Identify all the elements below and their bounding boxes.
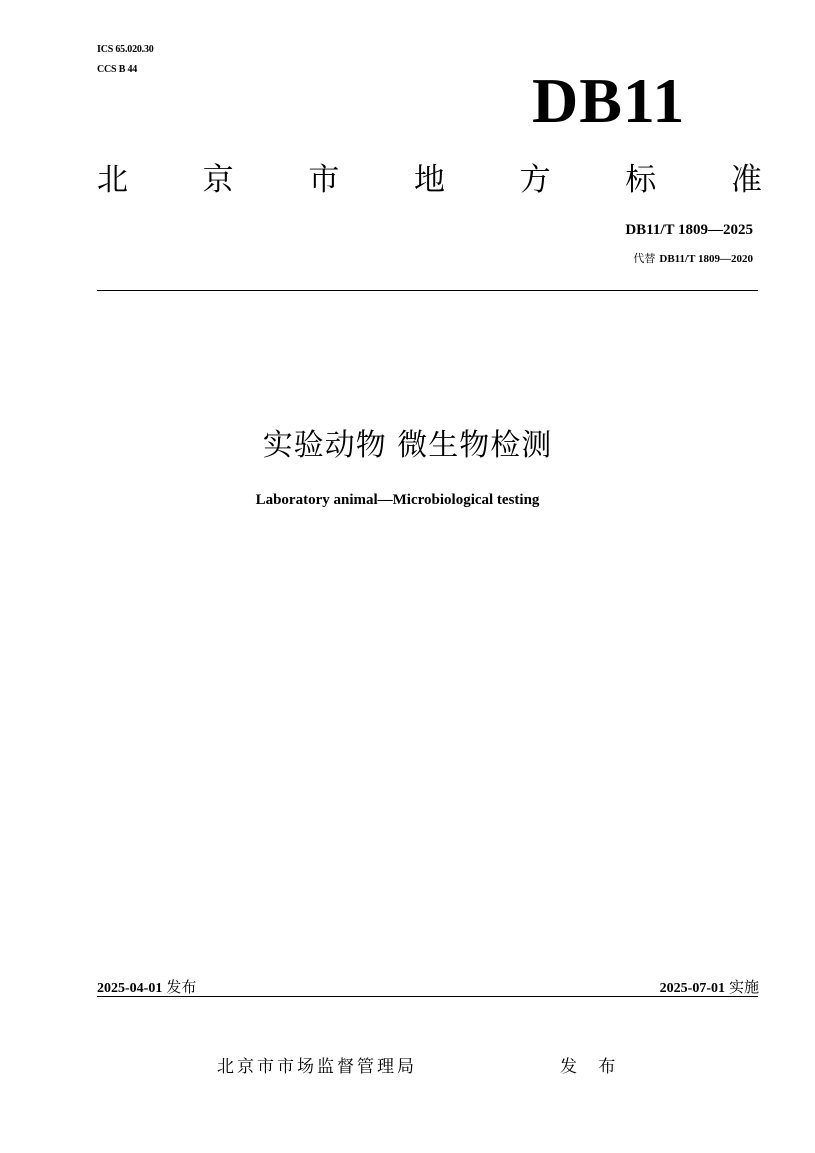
ccs-code: CCS B 44 (97, 64, 138, 75)
standard-type-char: 方 (519, 162, 551, 198)
standard-number: DB11/T 1809—2025 (625, 222, 753, 238)
implement-date-line (660, 976, 759, 997)
issuing-authority: 北京市市场监督管理局 (217, 1057, 417, 1077)
issue-label: 发 布 (560, 1057, 624, 1077)
ics-code: ICS 65.020.30 (97, 44, 154, 55)
standard-type-char: 市 (308, 162, 340, 198)
bottom-divider (97, 996, 758, 997)
standard-type-char: 地 (413, 162, 445, 198)
standard-type-char: 京 (202, 162, 234, 198)
replaces-number: DB11/T 1809—2020 (659, 253, 753, 265)
standard-code-logo: DB11 (532, 65, 686, 136)
document-title-chinese: 实验动物 微生物检测 (262, 428, 553, 463)
publish-date-line (97, 976, 196, 997)
replaces-line (633, 250, 753, 266)
standard-type-char: 北 (97, 162, 128, 198)
replaces-label: 代替 (633, 252, 656, 265)
standard-type-title (97, 160, 762, 200)
implement-date: 2025-07-01 (659, 981, 725, 996)
top-divider (97, 290, 758, 291)
standard-type-char: 准 (730, 162, 762, 198)
publish-date: 2025-04-01 (97, 981, 163, 996)
standard-type-char: 标 (625, 162, 657, 198)
implement-label: 实施 (728, 978, 759, 996)
publish-label: 发布 (166, 978, 197, 996)
document-title-english: Laboratory animal—Microbiological testing (255, 492, 540, 508)
